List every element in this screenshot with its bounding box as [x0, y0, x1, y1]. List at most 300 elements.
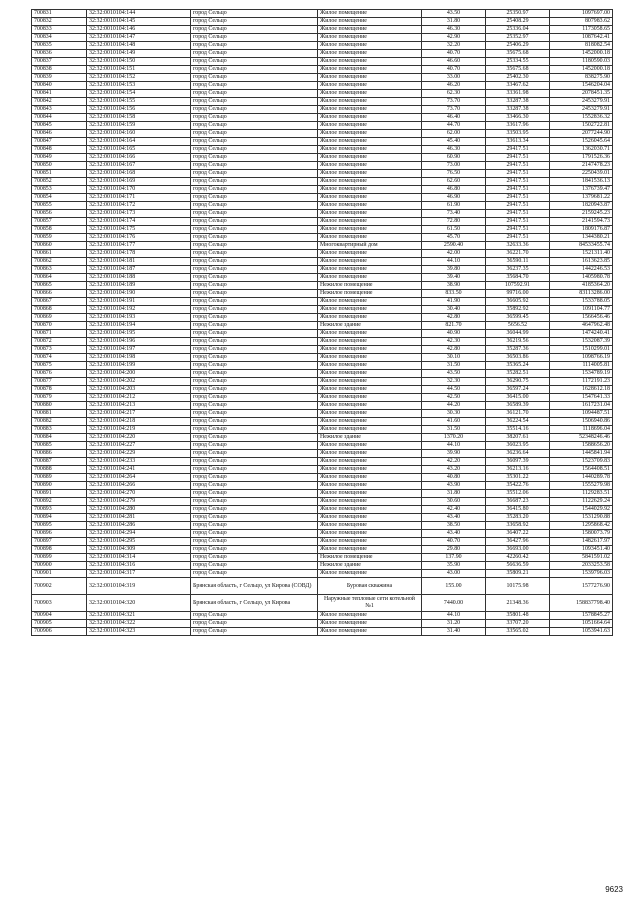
specific-value-cell: 36605.92	[486, 298, 550, 306]
cadastral-number-cell: 32:32:0010104:294	[87, 530, 191, 538]
table-row	[32, 330, 613, 338]
row-number-cell: 700901	[32, 570, 87, 578]
cadastral-value-cell: 1295868.42	[550, 522, 613, 530]
cadastral-number-cell: 32:32:0010104:151	[87, 66, 191, 74]
cadastral-value-cell: 2159245.23	[550, 210, 613, 218]
cadastral-value-cell: 1053941.63	[550, 628, 613, 636]
table-row	[32, 122, 613, 130]
object-type-cell: Жилое помещение	[318, 442, 422, 450]
object-type-cell: Жилое помещение	[318, 202, 422, 210]
cadastral-number-cell: 32:32:0010104:155	[87, 98, 191, 106]
specific-value-cell: 36224.54	[486, 418, 550, 426]
cadastral-value-cell: 1564408.51	[550, 466, 613, 474]
specific-value-cell: 36693.00	[486, 546, 550, 554]
cadastral-value-cell: 84533455.74	[550, 242, 613, 250]
object-type-cell: Жилое помещение	[318, 354, 422, 362]
specific-value-cell: 36415.80	[486, 506, 550, 514]
specific-value-cell: 29417.51	[486, 178, 550, 186]
address-cell: город Сельцо	[191, 242, 318, 250]
object-type-cell: Жилое помещение	[318, 522, 422, 530]
row-number-cell: 700854	[32, 194, 87, 202]
table-row	[32, 410, 613, 418]
area-cell: 46.60	[422, 58, 486, 66]
specific-value-cell: 21348.36	[486, 595, 550, 612]
cadastral-number-cell: 32:32:0010104:309	[87, 546, 191, 554]
specific-value-cell: 25352.97	[486, 34, 550, 42]
table-row	[32, 266, 613, 274]
area-cell: 45.40	[422, 138, 486, 146]
address-cell: город Сельцо	[191, 498, 318, 506]
specific-value-cell: 36407.22	[486, 530, 550, 538]
specific-value-cell: 35283.20	[486, 514, 550, 522]
object-type-cell: Нежилое здание	[318, 434, 422, 442]
table-row	[32, 442, 613, 450]
row-number-cell: 700878	[32, 386, 87, 394]
cadastral-number-cell: 32:32:0010104:314	[87, 554, 191, 562]
table-row	[32, 130, 613, 138]
cadastral-number-cell: 32:32:0010104:172	[87, 202, 191, 210]
object-type-cell: Нежилое здание	[318, 562, 422, 570]
address-cell: город Сельцо	[191, 426, 318, 434]
row-number-cell: 700832	[32, 18, 87, 26]
table-row	[32, 258, 613, 266]
table-row	[32, 210, 613, 218]
object-type-cell: Жилое помещение	[318, 628, 422, 636]
address-cell: город Сельцо	[191, 386, 318, 394]
cadastral-value-cell: 1091104.77	[550, 306, 613, 314]
table-row	[32, 314, 613, 322]
cadastral-number-cell: 32:32:0010104:233	[87, 458, 191, 466]
address-cell: город Сельцо	[191, 354, 318, 362]
cadastral-value-cell: 1547641.33	[550, 394, 613, 402]
row-number-cell: 700838	[32, 66, 87, 74]
cadastral-value-cell: 807983.62	[550, 18, 613, 26]
row-number-cell: 700867	[32, 298, 87, 306]
object-type-cell: Жилое помещение	[318, 612, 422, 620]
table-row	[32, 26, 613, 34]
cadastral-value-cell: 1051664.64	[550, 620, 613, 628]
area-cell: 40.70	[422, 50, 486, 58]
cadastral-number-cell: 32:32:0010104:150	[87, 58, 191, 66]
specific-value-cell: 35282.51	[486, 370, 550, 378]
specific-value-cell: 29417.51	[486, 218, 550, 226]
table-row	[32, 450, 613, 458]
cadastral-number-cell: 32:32:0010104:319	[87, 578, 191, 595]
row-number-cell: 700847	[32, 138, 87, 146]
area-cell: 44.10	[422, 612, 486, 620]
object-type-cell: Жилое помещение	[318, 570, 422, 578]
cadastral-value-cell: 2033253.58	[550, 562, 613, 570]
area-cell: 76.50	[422, 170, 486, 178]
address-cell: Брянская область, г Сельцо, ул Кирова (СОВД)	[191, 578, 318, 595]
area-cell: 31.40	[422, 628, 486, 636]
row-number-cell: 700880	[32, 402, 87, 410]
area-cell: 72.80	[422, 218, 486, 226]
cadastral-value-cell: 1093451.40	[550, 546, 613, 554]
specific-value-cell: 35892.92	[486, 306, 550, 314]
cadastral-value-cell: 1809176.87	[550, 226, 613, 234]
area-cell: 42.80	[422, 346, 486, 354]
object-type-cell: Наружные тепловые сети котельной №1	[318, 595, 422, 612]
object-type-cell: Жилое помещение	[318, 58, 422, 66]
table-row	[32, 74, 613, 82]
specific-value-cell: 29417.51	[486, 234, 550, 242]
object-type-cell: Жилое помещение	[318, 410, 422, 418]
row-number-cell: 700896	[32, 530, 87, 538]
row-number-cell: 700900	[32, 562, 87, 570]
row-number-cell: 700870	[32, 322, 87, 330]
row-number-cell: 700902	[32, 578, 87, 595]
cadastral-number-cell: 32:32:0010104:149	[87, 50, 191, 58]
address-cell: город Сельцо	[191, 570, 318, 578]
object-type-cell: Жилое помещение	[318, 90, 422, 98]
cadastral-value-cell: 1820943.87	[550, 202, 613, 210]
address-cell: город Сельцо	[191, 186, 318, 194]
cadastral-value-cell: 1526045.64	[550, 138, 613, 146]
object-type-cell: Жилое помещение	[318, 266, 422, 274]
address-cell: город Сельцо	[191, 146, 318, 154]
object-type-cell: Жилое помещение	[318, 402, 422, 410]
object-type-cell: Жилое помещение	[318, 10, 422, 18]
cadastral-value-cell: 1173058.65	[550, 26, 613, 34]
cadastral-value-cell: 1474240.41	[550, 330, 613, 338]
object-type-cell: Жилое помещение	[318, 330, 422, 338]
address-cell: город Сельцо	[191, 506, 318, 514]
cadastral-number-cell: 32:32:0010104:175	[87, 226, 191, 234]
table-row	[32, 378, 613, 386]
table-row	[32, 612, 613, 620]
cadastral-number-cell: 32:32:0010104:321	[87, 612, 191, 620]
table-row	[32, 202, 613, 210]
cadastral-number-cell: 32:32:0010104:220	[87, 434, 191, 442]
address-cell: город Сельцо	[191, 474, 318, 482]
cadastral-number-cell: 32:32:0010104:266	[87, 482, 191, 490]
address-cell: город Сельцо	[191, 466, 318, 474]
cadastral-value-cell: 1180590.03	[550, 58, 613, 66]
address-cell: город Сельцо	[191, 82, 318, 90]
row-number-cell: 700869	[32, 314, 87, 322]
specific-value-cell: 33565.02	[486, 628, 550, 636]
row-number-cell: 700886	[32, 450, 87, 458]
table-row	[32, 58, 613, 66]
area-cell: 61.50	[422, 226, 486, 234]
address-cell: город Сельцо	[191, 314, 318, 322]
specific-value-cell: 29417.51	[486, 170, 550, 178]
table-row	[32, 98, 613, 106]
specific-value-cell: 36044.99	[486, 330, 550, 338]
object-type-cell: Жилое помещение	[318, 82, 422, 90]
area-cell: 62.30	[422, 90, 486, 98]
table-row	[32, 290, 613, 298]
object-type-cell: Жилое помещение	[318, 346, 422, 354]
row-number-cell: 700866	[32, 290, 87, 298]
table-row	[32, 466, 613, 474]
object-type-cell: Жилое помещение	[318, 210, 422, 218]
area-cell: 42.00	[422, 250, 486, 258]
area-cell: 39.90	[422, 450, 486, 458]
row-number-cell: 700897	[32, 538, 87, 546]
table-row	[32, 322, 613, 330]
specific-value-cell: 33613.34	[486, 138, 550, 146]
row-number-cell: 700887	[32, 458, 87, 466]
cadastral-value-cell: 1510299.01	[550, 346, 613, 354]
cadastral-value-cell: 4647962.48	[550, 322, 613, 330]
address-cell: город Сельцо	[191, 106, 318, 114]
table-row	[32, 554, 613, 562]
area-cell: 32.30	[422, 378, 486, 386]
row-number-cell: 700851	[32, 170, 87, 178]
address-cell: город Сельцо	[191, 98, 318, 106]
specific-value-cell: 107592.91	[486, 282, 550, 290]
specific-value-cell: 35801.48	[486, 612, 550, 620]
object-type-cell: Жилое помещение	[318, 362, 422, 370]
area-cell: 73.00	[422, 162, 486, 170]
area-cell: 42.90	[422, 34, 486, 42]
row-number-cell: 700858	[32, 226, 87, 234]
area-cell: 38.50	[422, 522, 486, 530]
cadastral-value-cell: 1344380.21	[550, 234, 613, 242]
area-cell: 31.80	[422, 18, 486, 26]
specific-value-cell: 36687.23	[486, 498, 550, 506]
object-type-cell: Жилое помещение	[318, 18, 422, 26]
specific-value-cell: 36121.70	[486, 410, 550, 418]
address-cell: город Сельцо	[191, 522, 318, 530]
specific-value-cell: 29417.51	[486, 146, 550, 154]
row-number-cell: 700868	[32, 306, 87, 314]
cadastral-value-table	[31, 9, 613, 636]
specific-value-cell: 32633.36	[486, 242, 550, 250]
address-cell: город Сельцо	[191, 258, 318, 266]
cadastral-number-cell: 32:32:0010104:190	[87, 290, 191, 298]
row-number-cell: 700888	[32, 466, 87, 474]
cadastral-value-cell: 1129283.51	[550, 490, 613, 498]
area-cell: 73.70	[422, 98, 486, 106]
row-number-cell: 700848	[32, 146, 87, 154]
specific-value-cell: 33466.30	[486, 114, 550, 122]
row-number-cell: 700852	[32, 178, 87, 186]
area-cell: 42.30	[422, 338, 486, 346]
specific-value-cell: 35675.68	[486, 50, 550, 58]
cadastral-number-cell: 32:32:0010104:280	[87, 506, 191, 514]
table-row	[32, 426, 613, 434]
row-number-cell: 700849	[32, 154, 87, 162]
specific-value-cell: 25336.04	[486, 26, 550, 34]
cadastral-value-cell: 1442246.53	[550, 266, 613, 274]
table-row	[32, 34, 613, 42]
table-row	[32, 362, 613, 370]
area-cell: 73.70	[422, 106, 486, 114]
cadastral-value-cell: 1791526.36	[550, 154, 613, 162]
object-type-cell: Жилое помещение	[318, 50, 422, 58]
area-cell: 137.90	[422, 554, 486, 562]
address-cell: город Сельцо	[191, 370, 318, 378]
area-cell: 31.50	[422, 362, 486, 370]
row-number-cell: 700875	[32, 362, 87, 370]
address-cell: город Сельцо	[191, 250, 318, 258]
address-cell: город Сельцо	[191, 226, 318, 234]
specific-value-cell: 33503.95	[486, 130, 550, 138]
area-cell: 833.50	[422, 290, 486, 298]
cadastral-number-cell: 32:32:0010104:202	[87, 378, 191, 386]
object-type-cell: Жилое помещение	[318, 114, 422, 122]
cadastral-number-cell: 32:32:0010104:213	[87, 402, 191, 410]
cadastral-number-cell: 32:32:0010104:187	[87, 266, 191, 274]
object-type-cell: Жилое помещение	[318, 66, 422, 74]
cadastral-value-cell: 1506940.86	[550, 418, 613, 426]
area-cell: 41.90	[422, 298, 486, 306]
cadastral-number-cell: 32:32:0010104:316	[87, 562, 191, 570]
address-cell: город Сельцо	[191, 338, 318, 346]
object-type-cell: Нежилое помещение	[318, 282, 422, 290]
specific-value-cell: 35287.36	[486, 346, 550, 354]
cadastral-value-cell: 1531290.88	[550, 514, 613, 522]
table-row	[32, 178, 613, 186]
row-number-cell: 700877	[32, 378, 87, 386]
cadastral-number-cell: 32:32:0010104:160	[87, 130, 191, 138]
object-type-cell: Жилое помещение	[318, 306, 422, 314]
cadastral-number-cell: 32:32:0010104:177	[87, 242, 191, 250]
address-cell: город Сельцо	[191, 218, 318, 226]
object-type-cell: Жилое помещение	[318, 74, 422, 82]
row-number-cell: 700904	[32, 612, 87, 620]
row-number-cell: 700906	[32, 628, 87, 636]
specific-value-cell: 36597.24	[486, 386, 550, 394]
specific-value-cell: 36213.16	[486, 466, 550, 474]
cadastral-number-cell: 32:32:0010104:171	[87, 194, 191, 202]
address-cell: город Сельцо	[191, 282, 318, 290]
address-cell: город Сельцо	[191, 154, 318, 162]
object-type-cell: Жилое помещение	[318, 482, 422, 490]
specific-value-cell: 36427.96	[486, 538, 550, 546]
row-number-cell: 700855	[32, 202, 87, 210]
specific-value-cell: 36290.75	[486, 378, 550, 386]
specific-value-cell: 29417.51	[486, 154, 550, 162]
area-cell: 30.60	[422, 498, 486, 506]
object-type-cell: Жилое помещение	[318, 474, 422, 482]
address-cell: город Сельцо	[191, 10, 318, 18]
table-row	[32, 546, 613, 554]
cadastral-value-cell: 1533788.05	[550, 298, 613, 306]
row-number-cell: 700903	[32, 595, 87, 612]
cadastral-value-cell: 1532087.39	[550, 338, 613, 346]
table-row	[32, 106, 613, 114]
object-type-cell: Нежилое здание	[318, 322, 422, 330]
row-number-cell: 700889	[32, 474, 87, 482]
object-type-cell: Жилое помещение	[318, 458, 422, 466]
table-row	[32, 274, 613, 282]
row-number-cell: 700890	[32, 482, 87, 490]
specific-value-cell: 25350.97	[486, 10, 550, 18]
object-type-cell: Многоквартирный дом	[318, 242, 422, 250]
specific-value-cell: 35684.70	[486, 274, 550, 282]
cadastral-value-cell: 1087642.41	[550, 34, 613, 42]
area-cell: 46.30	[422, 26, 486, 34]
area-cell: 43.40	[422, 514, 486, 522]
row-number-cell: 700863	[32, 266, 87, 274]
cadastral-value-cell: 1379681.22	[550, 194, 613, 202]
table-row	[32, 234, 613, 242]
table-row	[32, 18, 613, 26]
object-type-cell: Жилое помещение	[318, 370, 422, 378]
address-cell: город Сельцо	[191, 490, 318, 498]
specific-value-cell: 25408.29	[486, 18, 550, 26]
row-number-cell: 700843	[32, 106, 87, 114]
specific-value-cell: 33658.92	[486, 522, 550, 530]
area-cell: 46.90	[422, 194, 486, 202]
object-type-cell: Жилое помещение	[318, 394, 422, 402]
table-row	[32, 298, 613, 306]
specific-value-cell: 25406.29	[486, 42, 550, 50]
table-row	[32, 620, 613, 628]
table-row	[32, 186, 613, 194]
cadastral-value-cell: 1362030.71	[550, 146, 613, 154]
address-cell: город Сельцо	[191, 458, 318, 466]
table-row	[32, 154, 613, 162]
address-cell: город Сельцо	[191, 266, 318, 274]
address-cell: город Сельцо	[191, 628, 318, 636]
row-number-cell: 700872	[32, 338, 87, 346]
address-cell: Брянская область, г Сельцо, ул Кирова	[191, 595, 318, 612]
area-cell: 42.50	[422, 394, 486, 402]
area-cell: 45.70	[422, 234, 486, 242]
cadastral-value-cell: 1521311.40	[550, 250, 613, 258]
area-cell: 43.90	[422, 482, 486, 490]
row-number-cell: 700844	[32, 114, 87, 122]
specific-value-cell: 36097.39	[486, 458, 550, 466]
cadastral-number-cell: 32:32:0010104:217	[87, 410, 191, 418]
cadastral-value-cell: 1098766.19	[550, 354, 613, 362]
row-number-cell: 700850	[32, 162, 87, 170]
area-cell: 61.90	[422, 202, 486, 210]
address-cell: город Сельцо	[191, 306, 318, 314]
cadastral-value-cell: 1452000.18	[550, 66, 613, 74]
specific-value-cell: 56636.59	[486, 562, 550, 570]
area-cell: 32.20	[422, 42, 486, 50]
cadastral-value-cell: 1172191.23	[550, 378, 613, 386]
object-type-cell: Жилое помещение	[318, 338, 422, 346]
cadastral-value-cell: 2078451.35	[550, 90, 613, 98]
cadastral-value-cell: 1452000.18	[550, 50, 613, 58]
address-cell: город Сельцо	[191, 410, 318, 418]
address-cell: город Сельцо	[191, 554, 318, 562]
object-type-cell: Жилое помещение	[318, 42, 422, 50]
table-row	[32, 162, 613, 170]
area-cell: 2590.40	[422, 242, 486, 250]
table-row	[32, 42, 613, 50]
cadastral-number-cell: 32:32:0010104:197	[87, 346, 191, 354]
table-row	[32, 482, 613, 490]
area-cell: 1370.20	[422, 434, 486, 442]
cadastral-number-cell: 32:32:0010104:176	[87, 234, 191, 242]
area-cell: 43.00	[422, 570, 486, 578]
cadastral-number-cell: 32:32:0010104:270	[87, 490, 191, 498]
row-number-cell: 700874	[32, 354, 87, 362]
table-row	[32, 242, 613, 250]
area-cell: 38.90	[422, 282, 486, 290]
row-number-cell: 700884	[32, 434, 87, 442]
cadastral-number-cell: 32:32:0010104:191	[87, 298, 191, 306]
cadastral-value-cell: 1118696.04	[550, 426, 613, 434]
object-type-cell: Жилое помещение	[318, 250, 422, 258]
row-number-cell: 700905	[32, 620, 87, 628]
address-cell: город Сельцо	[191, 66, 318, 74]
address-cell: город Сельцо	[191, 298, 318, 306]
row-number-cell: 700895	[32, 522, 87, 530]
table-row	[32, 338, 613, 346]
address-cell: город Сельцо	[191, 442, 318, 450]
specific-value-cell: 35514.16	[486, 426, 550, 434]
object-type-cell: Жилое помещение	[318, 194, 422, 202]
